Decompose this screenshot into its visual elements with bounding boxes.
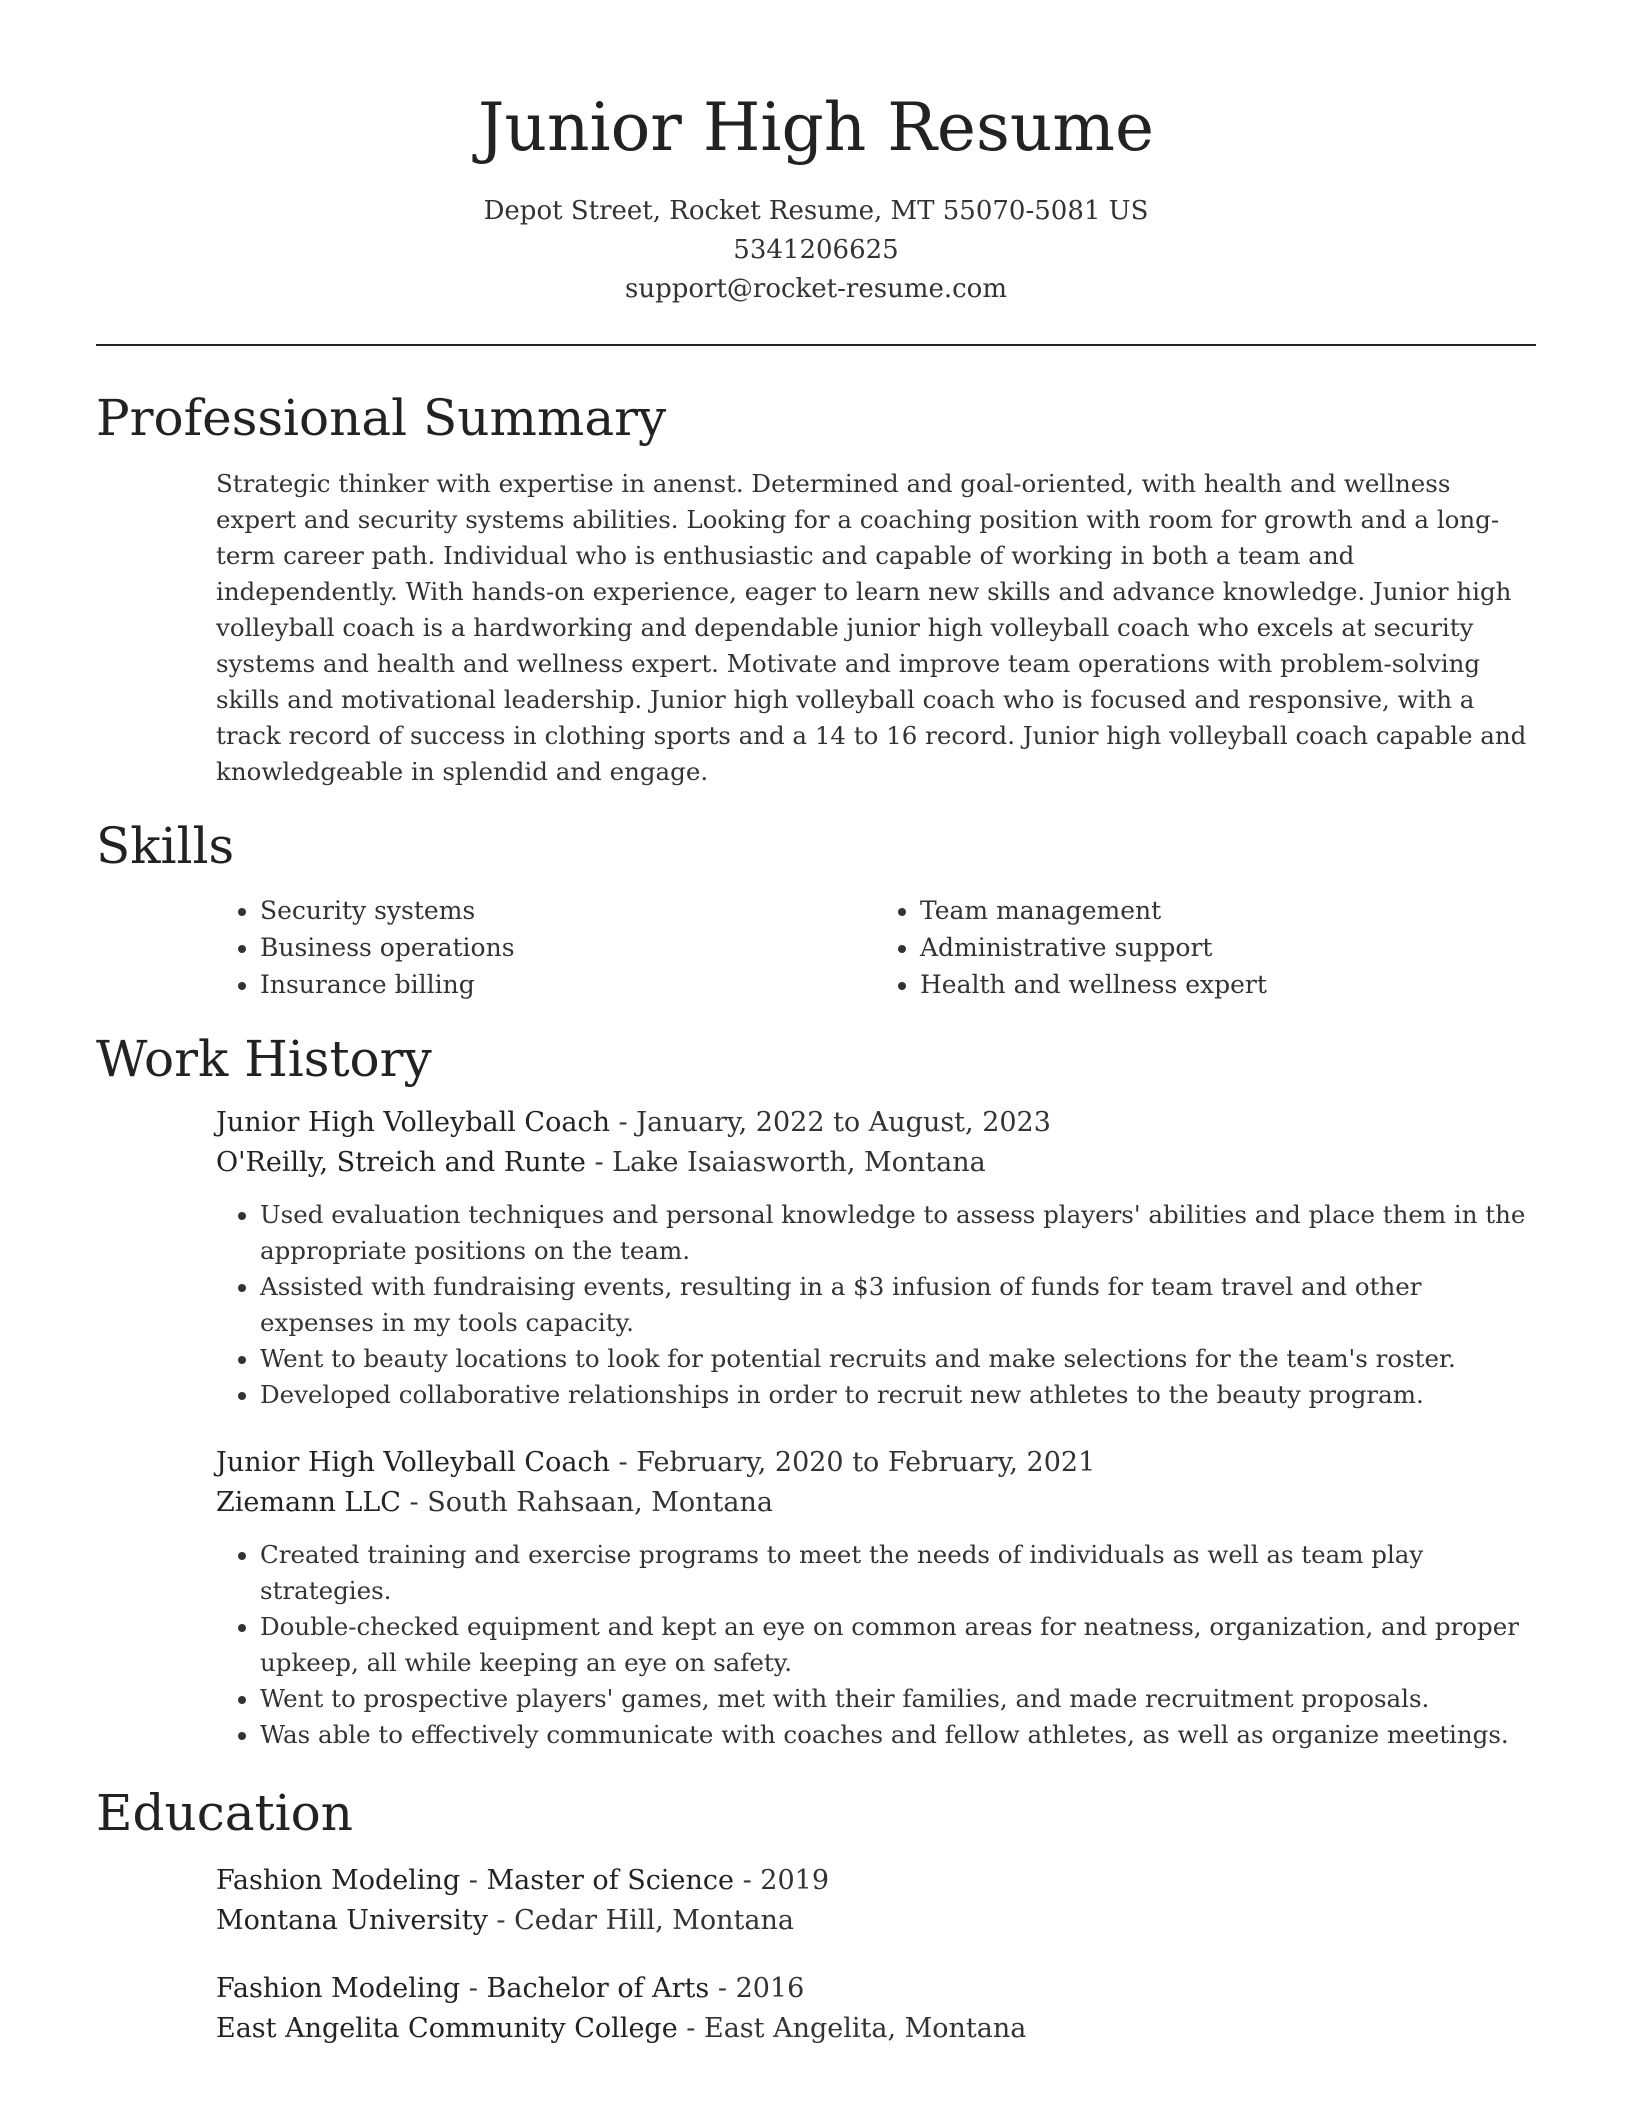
- job-title-line: [216, 1103, 1536, 1143]
- job-company: Ziemann LLC: [216, 1487, 401, 1518]
- job-position: Junior High Volleyball Coach: [216, 1447, 610, 1478]
- separator-dash: -: [400, 1487, 428, 1518]
- contact-email: support@rocket-resume.com: [624, 274, 1007, 304]
- skill-item: • Insurance billing: [260, 966, 876, 1003]
- contact-block: [96, 192, 1536, 309]
- resume-name: Junior High Resume: [477, 89, 1155, 166]
- contact-address: Depot Street, Rocket Resume, MT 55070-5081 US: [483, 196, 1149, 226]
- job-bullet: • Created training and exercise programs to meet the needs of individuals as well as team play strategies.: [260, 1537, 1536, 1609]
- education-location: Cedar Hill, Montana: [514, 1905, 794, 1936]
- education-degree-line: [216, 1969, 1536, 2009]
- separator-dash: -: [460, 1865, 487, 1896]
- professional-summary-title: Professional Summary: [96, 389, 667, 447]
- resume-header: [96, 0, 1536, 309]
- job-bullet: • Used evaluation techniques and personal knowledge to assess players' abilities and place them in the appropriate positions on the team.: [260, 1197, 1536, 1269]
- job-bullets: [216, 1537, 1536, 1753]
- education-title: Education: [96, 1784, 353, 1842]
- header-divider: [96, 344, 1536, 346]
- job-company-line: [216, 1483, 1536, 1523]
- job-bullet: • Went to prospective players' games, met with their families, and made recruitment proposals.: [260, 1681, 1536, 1717]
- professional-summary-section: [96, 386, 1536, 790]
- job-company-line: [216, 1143, 1536, 1183]
- education-year: 2019: [760, 1865, 830, 1896]
- education-school-line: [216, 1901, 1536, 1941]
- job-entry: [216, 1443, 1536, 1753]
- resume-page: [96, 0, 1536, 2049]
- job-location: Lake Isaiasworth, Montana: [612, 1147, 986, 1178]
- skill-item: • Health and wellness expert: [920, 966, 1536, 1003]
- job-position: Junior High Volleyball Coach: [216, 1107, 610, 1138]
- skills-grid: [216, 892, 1536, 1003]
- separator-dash: -: [709, 1973, 736, 2004]
- education-school: Montana University: [216, 1905, 488, 1936]
- work-history-title: Work History: [96, 1030, 432, 1088]
- contact-phone: 5341206625: [733, 235, 899, 265]
- skills-title: Skills: [96, 817, 235, 875]
- professional-summary-text: Strategic thinker with expertise in anenst. Determined and goal-oriented, with health and wellness expert and security systems abilities. Looking for a coaching position with room for growth and a long-term career path. Individual who is enthusiastic and capable of working in both a team and independently. With hands-on experience, eager to learn new skills and advance knowledge. Junior high volleyball coach is a hardworking and dependable junior high volleyball coach who excels at security systems and health and wellness expert. Motivate and improve team operations with problem-solving skills and motivational leadership. Junior high volleyball coach who is focused and responsive, with a track record of success in clothing sports and a 14 to 16 record. Junior high volleyball coach capable and knowledgeable in splendid and engage.: [216, 469, 1527, 786]
- job-bullet: • Was able to effectively communicate with coaches and fellow athletes, as well as organize meetings.: [260, 1717, 1536, 1753]
- job-bullets: [216, 1197, 1536, 1413]
- job-dates: January, 2022 to August, 2023: [636, 1107, 1051, 1138]
- education-section: [96, 1781, 1536, 2049]
- education-degree-line: [216, 1861, 1536, 1901]
- separator-dash: -: [460, 1973, 487, 2004]
- separator-dash: -: [734, 1865, 761, 1896]
- education-school: East Angelita Community College: [216, 2013, 678, 2044]
- education-entry: [216, 1969, 1536, 2049]
- education-location: East Angelita, Montana: [704, 2013, 1027, 2044]
- education-entry: [216, 1861, 1536, 1941]
- job-entry: [216, 1103, 1536, 1413]
- job-bullet: • Developed collaborative relationships in order to recruit new athletes to the beauty program.: [260, 1377, 1536, 1413]
- job-bullet: • Double-checked equipment and kept an eye on common areas for neatness, organization, and proper upkeep, all while keeping an eye on safety.: [260, 1609, 1536, 1681]
- skills-column-left: [216, 892, 876, 1003]
- job-bullet: • Went to beauty locations to look for potential recruits and make selections for the team's roster.: [260, 1341, 1536, 1377]
- education-school-line: [216, 2009, 1536, 2049]
- separator-dash: -: [677, 2013, 704, 2044]
- job-location: South Rahsaan, Montana: [427, 1487, 773, 1518]
- skills-section: [96, 814, 1536, 1003]
- work-history-section: [96, 1027, 1536, 1753]
- job-bullet: • Assisted with fundraising events, resulting in a $3 infusion of funds for team travel and other expenses in my tools capacity.: [260, 1269, 1536, 1341]
- education-degree: Bachelor of Arts: [486, 1973, 710, 2004]
- separator-dash: -: [609, 1107, 637, 1138]
- skill-item: • Business operations: [260, 929, 876, 966]
- skill-item: • Administrative support: [920, 929, 1536, 966]
- job-company: O'Reilly, Streich and Runte: [216, 1147, 586, 1178]
- education-field: Fashion Modeling: [216, 1973, 461, 2004]
- education-year: 2016: [735, 1973, 805, 2004]
- skill-item: • Team management: [920, 892, 1536, 929]
- job-title-line: [216, 1443, 1536, 1483]
- separator-dash: -: [609, 1447, 637, 1478]
- skill-item: • Security systems: [260, 892, 876, 929]
- skills-column-right: [876, 892, 1536, 1003]
- job-dates: February, 2020 to February, 2021: [636, 1447, 1096, 1478]
- education-field: Fashion Modeling: [216, 1865, 461, 1896]
- separator-dash: -: [585, 1147, 613, 1178]
- separator-dash: -: [487, 1905, 515, 1936]
- education-degree: Master of Science: [486, 1865, 734, 1896]
